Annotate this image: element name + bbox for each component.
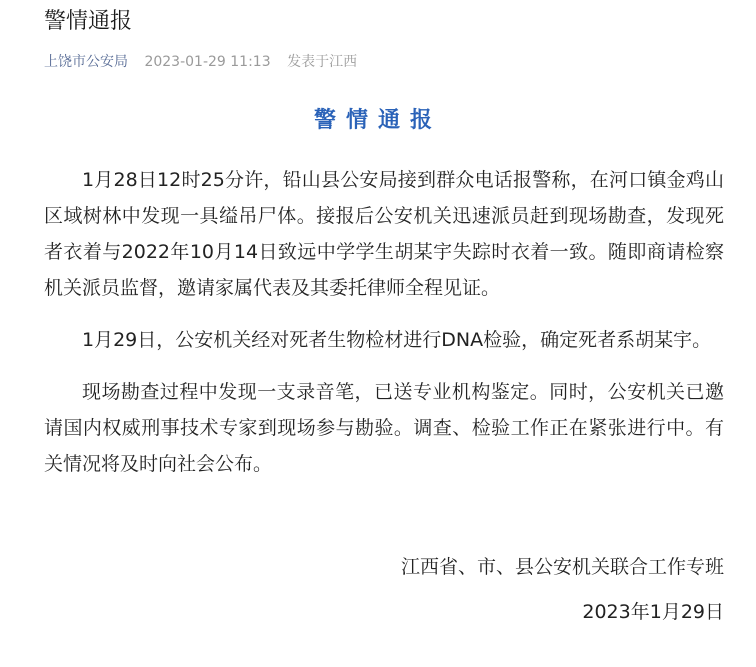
publish-timestamp: 2023-01-29 11:13 — [144, 54, 271, 70]
source-account-link[interactable]: 上饶市公安局 — [44, 54, 128, 70]
article-meta — [44, 52, 369, 72]
body-paragraph-1: 1月28日12时25分许，铅山县公安局接到群众电话报警称，在河口镇金鸡山区域树林中发现一具缢吊尸体。接报后公安机关迅速派员赶到现场勘查，发现死者衣着与2022年10月14日致远中学学生胡某宇失踪时衣着一致。随即商请检察机关派员监督，邀请家属代表及其委托律师全程见证。 — [44, 169, 724, 299]
body-paragraph-2: 1月29日，公安机关经对死者生物检材进行DNA检验，确定死者系胡某宇。 — [82, 329, 712, 351]
signature-organization: 江西省、市、县公安机关联合工作专班 — [400, 556, 724, 578]
body-paragraph-3: 现场勘查过程中发现一支录音笔，已送专业机构鉴定。同时，公安机关已邀请国内权威刑事技术专家到现场参与勘验。调查、检验工作正在紧张进行中。有关情况将及时向社会公布。 — [44, 381, 724, 475]
document-heading: 警情通报 — [313, 108, 442, 133]
page-title: 警情通报 — [44, 9, 133, 34]
signature-date: 2023年1月29日 — [582, 601, 724, 623]
publish-location: 发表于江西 — [287, 54, 358, 70]
